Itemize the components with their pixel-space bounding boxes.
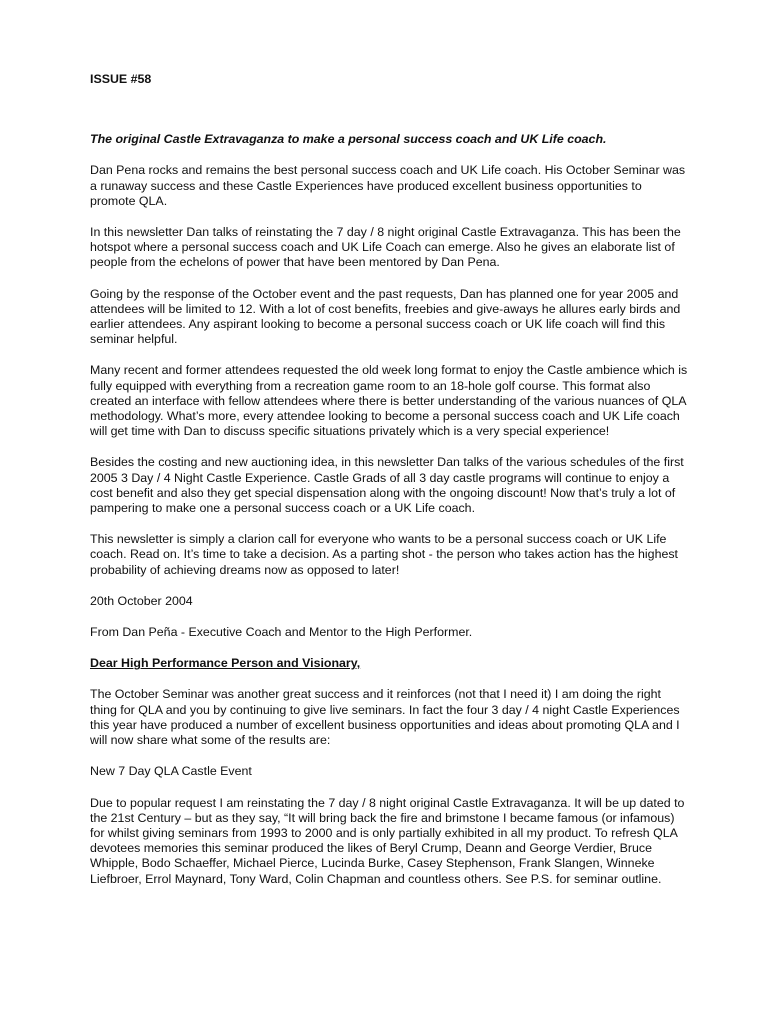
- letter-paragraph-1: The October Seminar was another great success and it reinforces (not that I need it) I am doing the right thing for QLA and you by continuing to give live seminars. In fact the four 3 day / 4 night Castle Experiences this year have produced a number of excellent business opportunities and ideas about promoting QLA and I will now share what some of the results are:: [90, 687, 680, 748]
- headline: The original Castle Extravaganza to make a personal success coach and UK Life coach.: [90, 132, 607, 147]
- intro-paragraph-2: In this newsletter Dan talks of reinstating the 7 day / 8 night original Castle Extravaganza. This has been the hotspot where a personal success coach and UK Life Coach can emerge. Also he gives an elaborate list of people from the echelons of power that have been mentored by Dan Pena.: [90, 225, 681, 270]
- intro-paragraph-4: Many recent and former attendees requested the old week long format to enjoy the Castle ambience which is fully equipped with everything from a recreation game room to an 18-hole golf course. This format also created an interface with fellow attendees where there is better understanding of the various nuances of QLA methodology. What’s more, every attendee looking to become a personal success coach and UK Life coach will get time with Dan to discuss specific situations privately which is a very special experience!: [90, 363, 688, 439]
- letter-paragraph-2: Due to popular request I am reinstating the 7 day / 8 night original Castle Extravaganza. It will be up dated to the 21st Century – but as they say, “It will bring back the fire and brimstone I became famous (or infamous) for whilst giving seminars from 1993 to 2000 and is only partially exhibited in all my product. To refresh QLA devotees memories this seminar produced the likes of Beryl Crump, Deann and George Verdier, Bruce Whipple, Bodo Schaeffer, Michael Pierce, Lucinda Burke, Casey Stephenson, Frank Slangen, Winneke Liefbroer, Errol Maynard, Tony Ward, Colin Chapman and countless others. See P.S. for seminar outline.: [90, 795, 685, 886]
- document-page: [90, 72, 690, 903]
- letter-date: 20th October 2004: [90, 593, 193, 608]
- intro-paragraph-1: Dan Pena rocks and remains the best personal success coach and UK Life coach. His October Seminar was a runaway success and these Castle Experiences have produced excellent business opportunities to promote QLA.: [90, 163, 686, 208]
- intro-paragraph-6: This newsletter is simply a clarion call for everyone who wants to be a personal success coach or UK Life coach. Read on. It’s time to take a decision. As a parting shot - the person who takes action has the highest probability of achieving dreams now as opposed to later!: [90, 532, 678, 577]
- intro-paragraph-5: Besides the costing and new auctioning idea, in this newsletter Dan talks of the various schedules of the first 2005 3 Day / 4 Night Castle Experience. Castle Grads of all 3 day castle programs will continue to enjoy a cost benefit and also they get special dispensation along with the ongoing discount! Now that’s truly a lot of pampering to make one a personal success coach or a UK Life coach.: [90, 455, 684, 516]
- salutation: Dear High Performance Person and Visionary,: [90, 656, 361, 671]
- letter-from: From Dan Peña - Executive Coach and Mentor to the High Performer.: [90, 625, 473, 640]
- section-subheading: New 7 Day QLA Castle Event: [90, 764, 252, 779]
- issue-number: ISSUE #58: [90, 72, 152, 86]
- intro-paragraph-3: Going by the response of the October event and the past requests, Dan has planned one for year 2005 and attendees will be limited to 12. With a lot of cost benefits, freebies and give-aways he allures early birds and earlier attendees. Any aspirant looking to become a personal success coach or UK life coach will find this seminar helpful.: [90, 286, 681, 347]
